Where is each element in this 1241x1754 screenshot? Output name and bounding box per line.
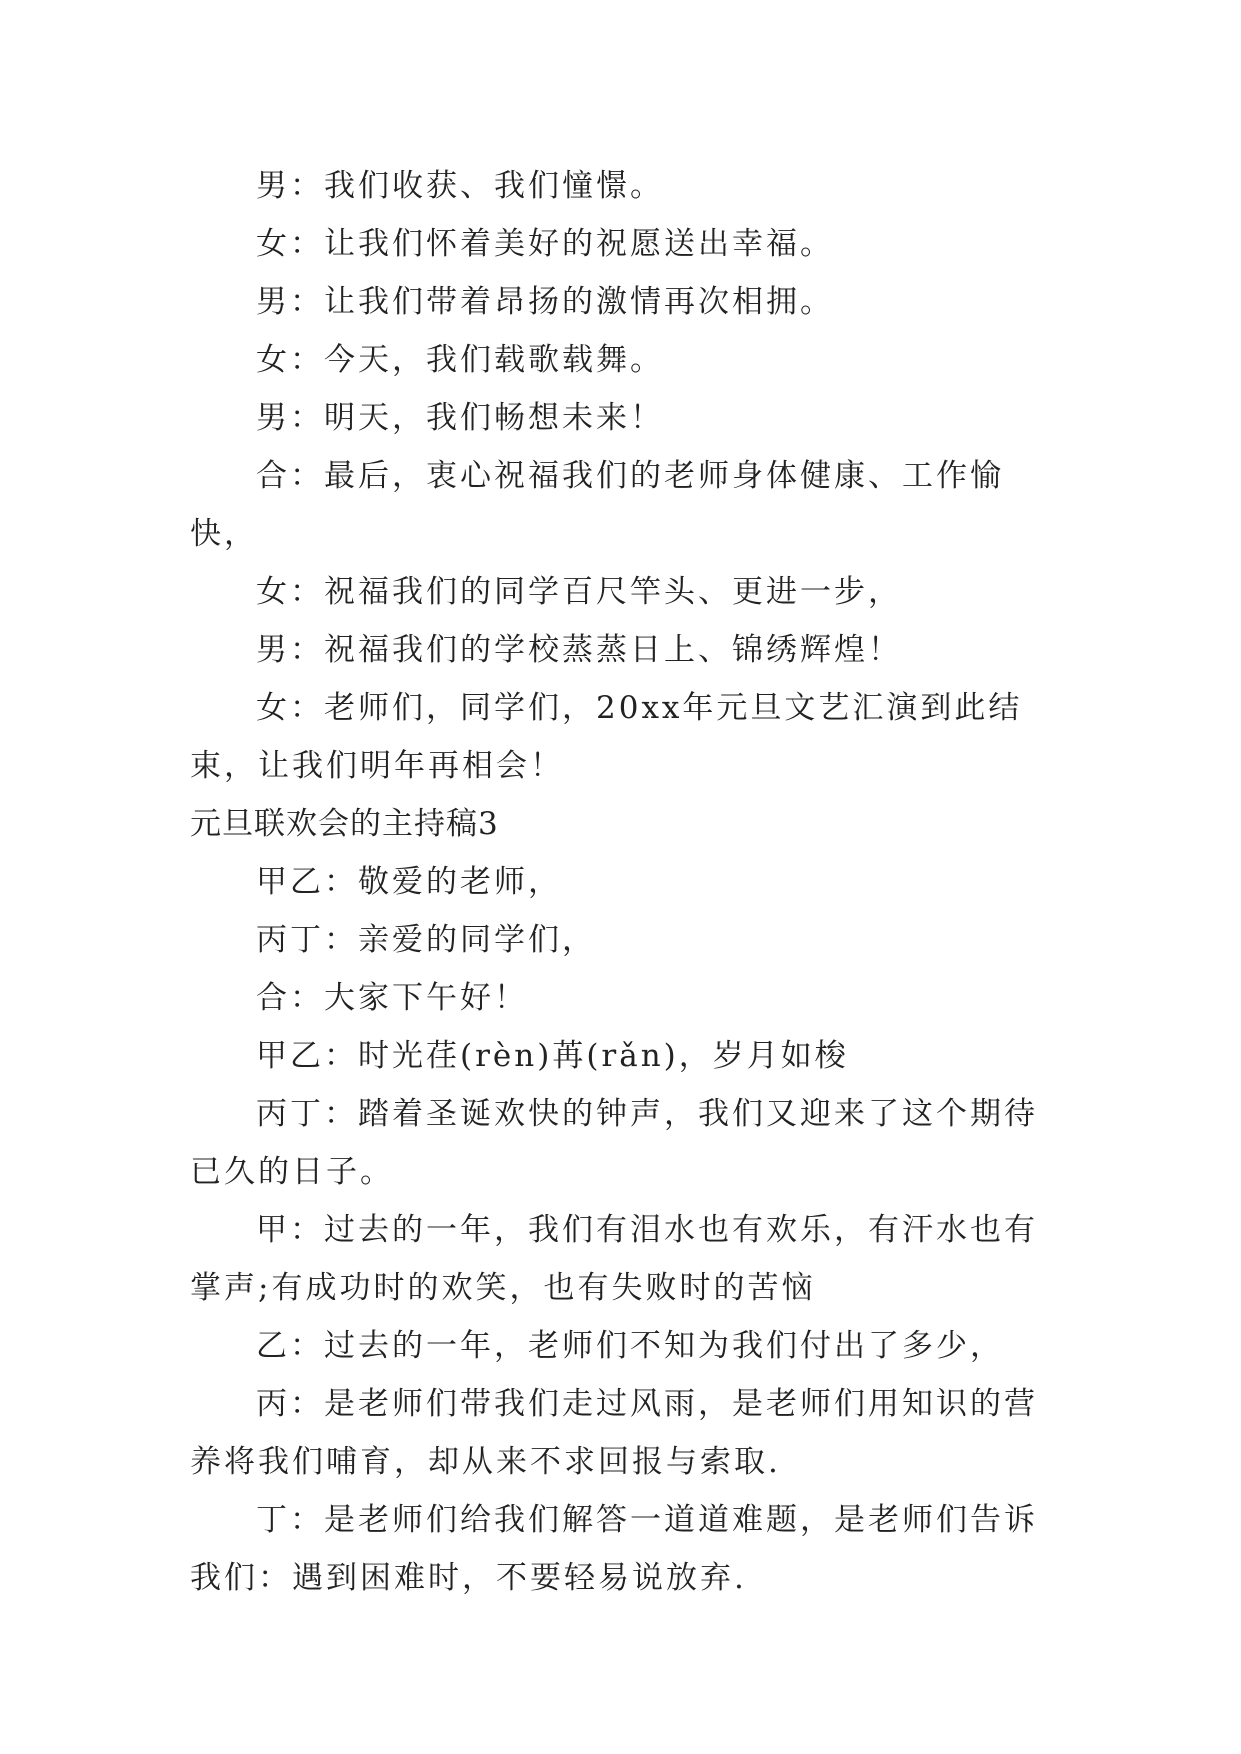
paragraph: 丙：是老师们带我们走过风雨，是老师们用知识的营养将我们哺育，却从来不求回报与索取.	[190, 1386, 1038, 1480]
paragraph: 甲乙：时光荏(rèn)苒(rǎn)，岁月如梭	[256, 1038, 849, 1074]
paragraph: 丙丁：踏着圣诞欢快的钟声，我们又迎来了这个期待已久的日子。	[190, 1096, 1038, 1190]
paragraph: 男：我们收获、我们憧憬。	[256, 168, 664, 204]
paragraph: 男：让我们带着昂扬的激情再次相拥。	[256, 284, 834, 320]
paragraph: 丁：是老师们给我们解答一道道难题，是老师们告诉我们：遇到困难时，不要轻易说放弃.	[190, 1502, 1038, 1596]
paragraph: 合：最后，衷心祝福我们的老师身体健康、工作愉快，	[190, 458, 1004, 552]
paragraph: 男：祝福我们的学校蒸蒸日上、锦绣辉煌！	[256, 632, 902, 668]
section-title: 元旦联欢会的主持稿3	[190, 806, 499, 842]
paragraph: 女：老师们，同学们，20xx年元旦文艺汇演到此结束，让我们明年再相会！	[190, 690, 1023, 784]
paragraph: 女：让我们怀着美好的祝愿送出幸福。	[256, 226, 834, 262]
paragraph: 男：明天，我们畅想未来！	[256, 400, 664, 436]
paragraph: 合：大家下午好！	[256, 980, 528, 1016]
paragraph: 丙丁：亲爱的同学们，	[256, 922, 596, 958]
paragraph: 甲：过去的一年，我们有泪水也有欢乐，有汗水也有掌声;有成功时的欢笑，也有失败时的苦恼	[190, 1212, 1038, 1306]
paragraph: 女：今天，我们载歌载舞。	[256, 342, 664, 378]
document-body	[190, 157, 1060, 1607]
paragraph: 女：祝福我们的同学百尺竿头、更进一步，	[256, 574, 902, 610]
paragraph: 甲乙：敬爱的老师，	[256, 864, 562, 900]
paragraph: 乙：过去的一年，老师们不知为我们付出了多少，	[256, 1328, 1004, 1364]
